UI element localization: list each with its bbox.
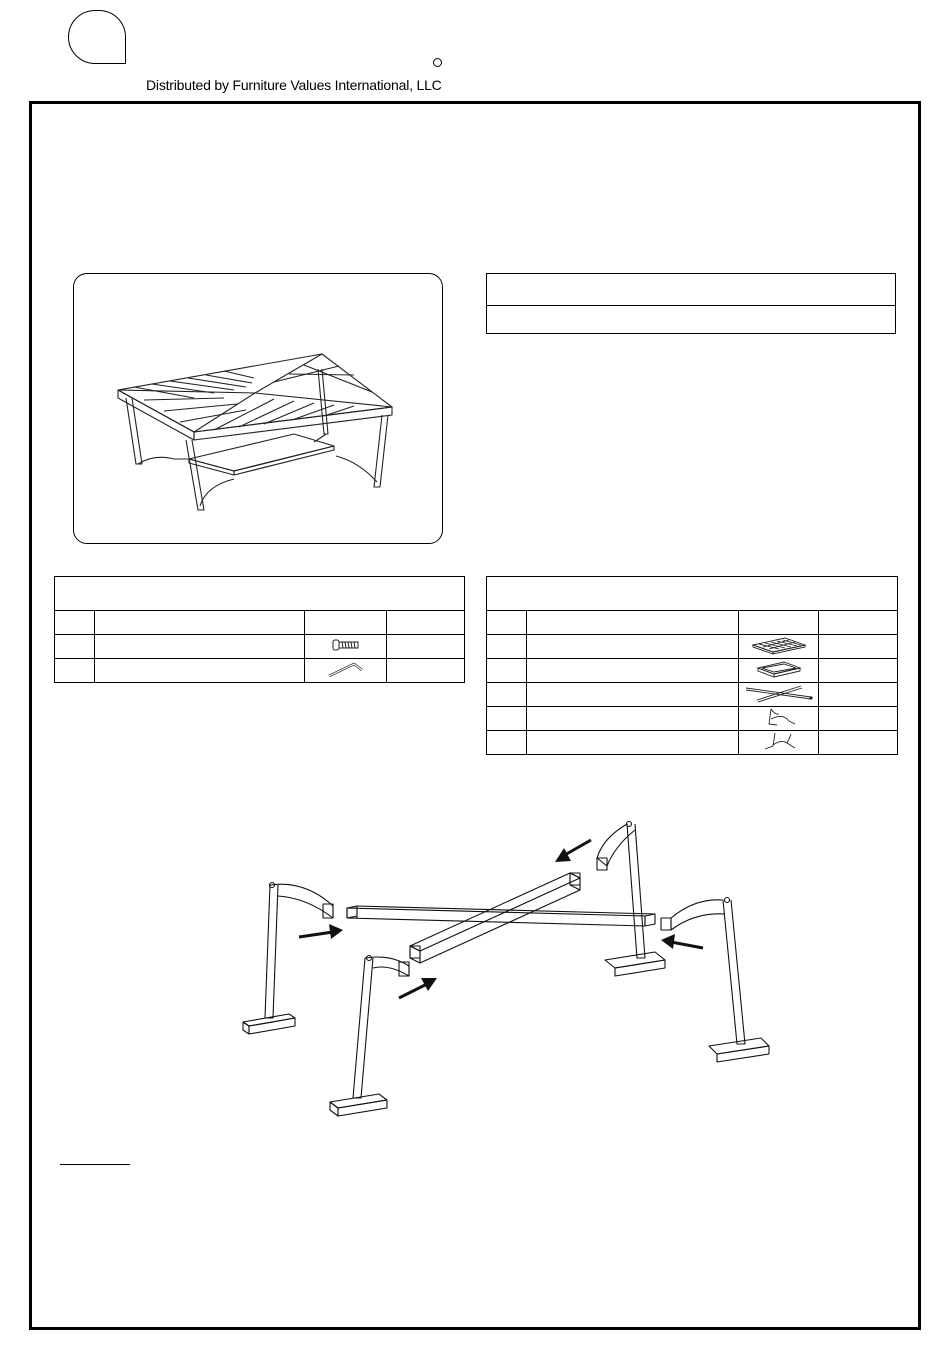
column-header xyxy=(55,611,95,635)
arrow-down-left-icon xyxy=(563,840,591,856)
part-description xyxy=(527,659,739,683)
part-image-cell xyxy=(739,635,819,659)
part-image-cell xyxy=(305,635,387,659)
assembly-step-diagram xyxy=(225,818,785,1130)
table-row xyxy=(487,707,898,731)
hardware-table-title xyxy=(55,577,465,611)
part-description xyxy=(527,731,739,755)
part-image-cell xyxy=(739,683,819,707)
part-qty xyxy=(387,659,465,683)
specification-box xyxy=(486,273,896,334)
column-header xyxy=(95,611,305,635)
arrow-left-icon xyxy=(671,942,703,948)
part-id xyxy=(487,635,527,659)
part-image-cell xyxy=(739,731,819,755)
table-row xyxy=(487,683,898,707)
table-row xyxy=(487,635,898,659)
column-header xyxy=(527,611,739,635)
components-list-table xyxy=(486,576,898,755)
table-header-row xyxy=(55,611,465,635)
column-header xyxy=(819,611,898,635)
part-qty xyxy=(387,635,465,659)
table-title-row xyxy=(487,577,898,611)
leg-left-back xyxy=(243,883,333,1035)
part-description xyxy=(95,659,305,683)
tabletop-icon xyxy=(749,635,809,655)
part-description xyxy=(527,635,739,659)
part-qty xyxy=(819,731,898,755)
part-id xyxy=(487,683,527,707)
arrow-head xyxy=(555,848,571,862)
brand-logo xyxy=(68,10,126,64)
bolt-icon xyxy=(331,637,361,653)
column-header xyxy=(487,611,527,635)
table-row xyxy=(55,635,465,659)
part-id xyxy=(55,659,95,683)
stretcher-bar-1 xyxy=(347,906,655,926)
part-qty xyxy=(819,635,898,659)
part-qty xyxy=(819,659,898,683)
part-description xyxy=(527,707,739,731)
shelf-tray-icon xyxy=(754,659,804,679)
hardware-list-table xyxy=(54,576,465,683)
arrow-up-right-icon xyxy=(399,984,427,998)
components-table-title xyxy=(487,577,898,611)
part-qty xyxy=(819,683,898,707)
allen-key-icon xyxy=(326,660,366,678)
registered-mark xyxy=(433,58,442,67)
part-id xyxy=(487,659,527,683)
table-row xyxy=(487,659,898,683)
column-header xyxy=(387,611,465,635)
stretcher-bar-2 xyxy=(347,873,580,963)
distributor-text: Distributed by Furniture Values International, LLC xyxy=(146,77,442,93)
leg-right-front xyxy=(661,898,769,1063)
part-qty xyxy=(819,707,898,731)
part-id xyxy=(487,707,527,731)
part-image-cell xyxy=(739,659,819,683)
leg-front-center xyxy=(330,956,409,1117)
table-header-row xyxy=(487,611,898,635)
part-image-cell xyxy=(739,707,819,731)
arrow-right-icon xyxy=(299,932,333,937)
product-image-panel xyxy=(73,273,443,544)
column-header xyxy=(305,611,387,635)
leg-a-icon xyxy=(757,707,801,727)
column-header xyxy=(739,611,819,635)
table-row xyxy=(55,659,465,683)
part-id xyxy=(487,731,527,755)
note-heading-rule xyxy=(60,1164,130,1165)
arrow-head xyxy=(661,934,675,949)
part-image-cell xyxy=(305,659,387,683)
part-description xyxy=(95,635,305,659)
leg-b-icon xyxy=(757,731,801,751)
arrow-head xyxy=(329,924,343,939)
part-description xyxy=(527,683,739,707)
stretcher-end-dot xyxy=(809,696,812,699)
part-id xyxy=(55,635,95,659)
leg-back-right xyxy=(597,822,665,977)
table-row xyxy=(487,731,898,755)
coffee-table-illustration xyxy=(74,274,442,543)
table-title-row xyxy=(55,577,465,611)
spec-divider xyxy=(487,305,895,306)
cross-stretcher-icon xyxy=(743,683,815,703)
